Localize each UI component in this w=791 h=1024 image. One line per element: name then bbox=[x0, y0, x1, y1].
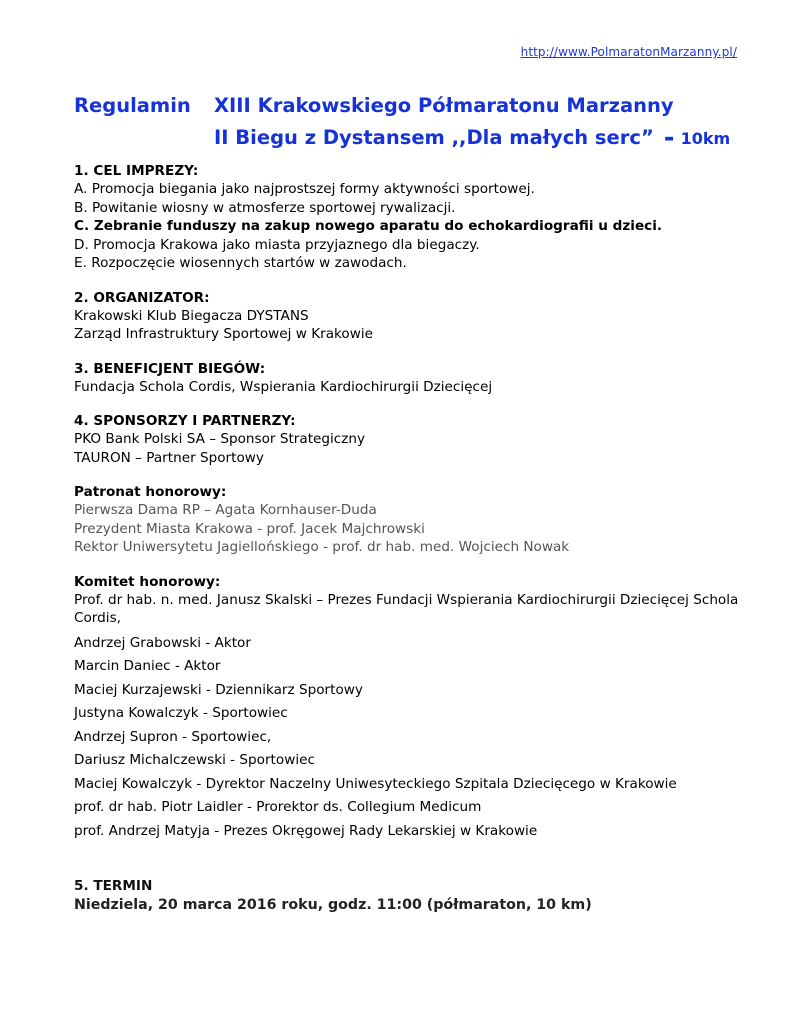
section-heading: 5. TERMIN bbox=[74, 878, 153, 894]
list-item: Prezydent Miasta Krakowa - prof. Jacek Majchrowski bbox=[74, 520, 425, 537]
event-date: Niedziela, 20 marca 2016 roku, godz. 11:00 (półmaraton, 10 km) bbox=[74, 897, 592, 913]
section-heading: 3. BENEFICJENT BIEGÓW: bbox=[74, 360, 266, 377]
regulations-content bbox=[74, 162, 754, 915]
title-line-2 bbox=[74, 122, 754, 154]
list-item: Rektor Uniwersytetu Jagiellońskiego - prof. dr hab. med. Wojciech Nowak bbox=[74, 539, 570, 555]
title-distance: 10km bbox=[680, 129, 731, 148]
list-item: prof. Andrzej Matyja - Prezes Okręgowej Rady Lekarskiej w Krakowie bbox=[74, 822, 538, 839]
list-item-highlight: C. Zebranie funduszy na zakup nowego aparatu do echokardiografii u dzieci. bbox=[74, 218, 663, 234]
list-item: Dariusz Michalczewski - Sportowiec bbox=[74, 752, 315, 768]
list-item: TAURON – Partner Sportowy bbox=[74, 449, 264, 466]
list-item: E. Rozpoczęcie wiosennych startów w zawodach. bbox=[74, 255, 407, 271]
list-item: Prof. dr hab. n. med. Janusz Skalski – Prezes Fundacji Wspierania Kardiochirurgii Dziecięcej Schola Cordis, bbox=[74, 591, 739, 626]
list-item: Justyna Kowalczyk - Sportowiec bbox=[74, 705, 288, 721]
section-komitet bbox=[74, 573, 754, 844]
section-heading: Komitet honorowy: bbox=[74, 573, 221, 590]
section-heading: 1. CEL IMPREZY: bbox=[74, 163, 199, 179]
section-patronat bbox=[74, 483, 754, 557]
section-heading: 2. ORGANIZATOR: bbox=[74, 289, 210, 306]
list-item: D. Promocja Krakowa jako miasta przyjaznego dla biegaczy. bbox=[74, 236, 480, 253]
section-organizator bbox=[74, 289, 754, 344]
list-item: Andrzej Supron - Sportowiec, bbox=[74, 728, 272, 745]
section-heading: 4. SPONSORZY I PARTNERZY: bbox=[74, 413, 296, 429]
list-item: Maciej Kurzajewski - Dziennikarz Sportowy bbox=[74, 681, 363, 698]
title-lead: Regulamin bbox=[74, 94, 191, 117]
list-item: Fundacja Schola Cordis, Wspierania Kardiochirurgii Dziecięcej bbox=[74, 378, 493, 395]
title-event-name: XIII Krakowskiego Półmaratonu Marzanny bbox=[214, 94, 674, 117]
list-item: Zarząd Infrastruktury Sportowej w Krakowie bbox=[74, 326, 373, 342]
section-sponsorzy bbox=[74, 412, 754, 467]
title-run-name: II Biegu z Dystansem ,,Dla małych serc” bbox=[214, 126, 654, 149]
list-item: Andrzej Grabowski - Aktor bbox=[74, 634, 251, 651]
section-beneficjent bbox=[74, 360, 754, 397]
section-cel bbox=[74, 162, 754, 273]
list-item: Krakowski Klub Biegacza DYSTANS bbox=[74, 307, 309, 324]
list-item: Marcin Daniec - Aktor bbox=[74, 658, 221, 674]
list-item: PKO Bank Polski SA – Sponsor Strategiczny bbox=[74, 431, 366, 447]
section-heading: Patronat honorowy: bbox=[74, 484, 227, 500]
list-item: B. Powitanie wiosny w atmosferze sportowej rywalizacji. bbox=[74, 199, 456, 216]
list-item: Maciej Kowalczyk - Dyrektor Naczelny Uniwesyteckiego Szpitala Dziecięcego w Krakowie bbox=[74, 775, 677, 792]
list-item: A. Promocja biegania jako najprostszej formy aktywności sportowej. bbox=[74, 181, 535, 197]
website-link[interactable]: http://www.PolmaratonMarzanny.pl/ bbox=[520, 45, 737, 59]
section-termin bbox=[74, 877, 754, 915]
title-line-1 bbox=[74, 90, 754, 122]
title-dash: - bbox=[663, 123, 675, 153]
list-item: Pierwsza Dama RP – Agata Kornhauser-Duda bbox=[74, 502, 377, 518]
document-title bbox=[74, 90, 754, 154]
list-item: prof. dr hab. Piotr Laidler - Prorektor ds. Collegium Medicum bbox=[74, 799, 482, 815]
